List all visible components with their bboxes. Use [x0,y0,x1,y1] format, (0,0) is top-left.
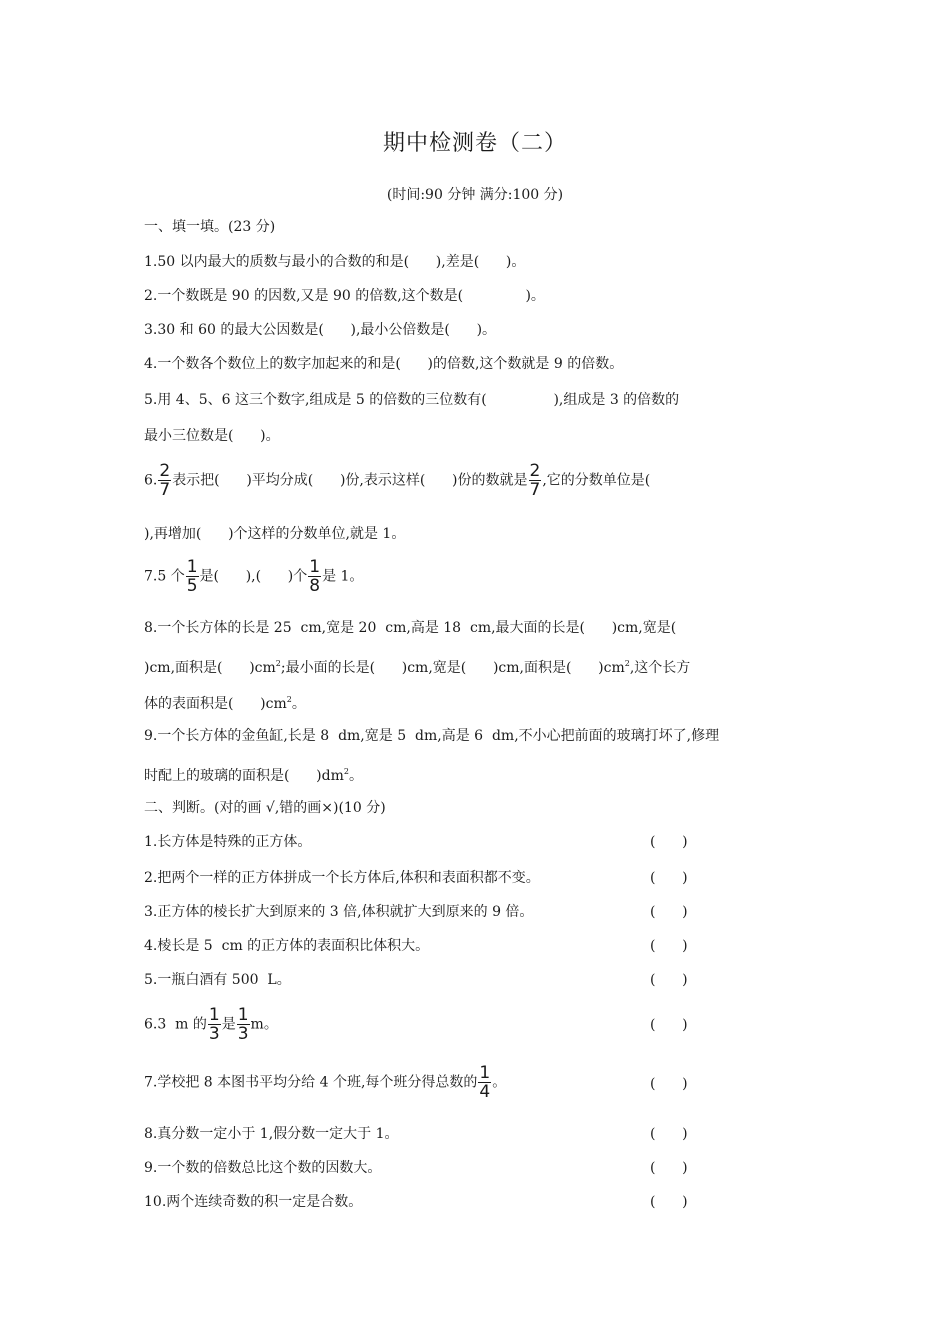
answer-parentheses: ( ) [650,1126,688,1142]
superscript-two: 2 [286,695,292,704]
answer-parentheses: ( ) [650,1160,688,1176]
q7-middle: 是( ),( )个 [199,568,308,585]
judge-q6-prefix: 6.3 m 的 [144,1016,207,1033]
answer-parentheses: ( ) [650,972,688,988]
q7-suffix: 是 1。 [322,568,364,585]
fill-question-6-line2: ),再增加( )个这样的分数单位,就是 1。 [144,526,406,542]
answer-parentheses: ( ) [650,1017,688,1033]
fill-question-2: 2.一个数既是 90 的因数,又是 90 的倍数,这个数是( )。 [144,288,545,304]
fill-question-6-line1 [144,462,650,499]
fill-question-3: 3.30 和 60 的最大公因数是( ),最小公倍数是( )。 [144,322,497,338]
section-heading-fill: 一、填一填。(23 分) [144,219,276,235]
answer-parentheses: ( ) [650,904,688,920]
fraction-denominator: 4 [479,1082,491,1102]
section-heading-judge: 二、判断。(对的画 √,错的画×)(10 分) [144,800,386,816]
judge-q7-prefix: 7.学校把 8 本图书平均分给 4 个班,每个班分得总数的 [144,1074,478,1091]
judge-question-9: 9.一个数的倍数总比这个数的因数大。 [144,1160,382,1176]
judge-q7-suffix: 。 [492,1074,507,1091]
fill-question-7 [144,558,363,595]
fraction-denominator: 3 [208,1024,220,1044]
q8-line3-part-a: 体的表面积是( )cm [144,696,287,712]
page-title: 期中检测卷（二） [382,131,567,156]
q9-line2-part-b: 。 [348,768,363,784]
answer-parentheses: ( ) [650,938,688,954]
judge-question-10: 10.两个连续奇数的积一定是合数。 [144,1194,363,1210]
judge-question-4: 4.棱长是 5 cm 的正方体的表面积比体积大。 [144,938,430,954]
fill-question-8-line2 [144,654,690,678]
fill-question-5-line2: 最小三位数是( )。 [144,428,280,444]
superscript-two: 2 [275,659,281,668]
q8-line2-part-c: ,这个长方 [629,660,691,676]
fraction [208,1006,221,1043]
answer-parentheses: ( ) [650,834,688,850]
fraction [478,1064,491,1101]
q8-line2-part-b: ;最小面的长是( )cm,宽是( )cm,面积是( )cm [280,660,625,676]
fill-question-4: 4.一个数各个数位上的数字加起来的和是( )的倍数,这个数就是 9 的倍数。 [144,356,624,372]
fraction-numerator: 1 [479,1063,491,1083]
q9-line2-part-a: 时配上的玻璃的面积是( )dm [144,768,344,784]
judge-question-7 [144,1064,506,1101]
fraction-numerator: 1 [237,1005,249,1025]
q6-middle: 表示把( )平均分成( )份,表示这样( )份的数就是 [172,472,528,489]
fraction-numerator: 1 [208,1005,220,1025]
fraction-denominator: 5 [186,576,198,596]
answer-parentheses: ( ) [650,1076,688,1092]
judge-question-8: 8.真分数一定小于 1,假分数一定大于 1。 [144,1126,399,1142]
fraction-numerator: 1 [186,557,198,577]
q6-suffix: ,它的分数单位是( [542,472,651,489]
superscript-two: 2 [343,767,349,776]
fill-question-8-line3 [144,690,306,714]
fraction-denominator: 7 [529,480,541,500]
fill-question-9-line1: 9.一个长方体的金鱼缸,长是 8 dm,宽是 5 dm,高是 6 dm,不小心把前面的玻璃打坏了,修理 [144,728,720,744]
fraction-denominator: 8 [309,576,321,596]
exam-info: (时间:90 分钟 满分:100 分) [386,187,564,203]
judge-question-1: 1.长方体是特殊的正方体。 [144,834,312,850]
judge-q6-middle: 是 [221,1016,236,1033]
answer-parentheses: ( ) [650,870,688,886]
fill-question-8-line1: 8.一个长方体的长是 25 cm,宽是 20 cm,高是 18 cm,最大面的长是( )cm,宽是( [144,620,677,636]
q6-prefix: 6. [144,472,158,489]
fraction-numerator: 1 [309,557,321,577]
fraction [158,462,171,499]
q8-line3-part-b: 。 [291,696,306,712]
fraction-numerator: 2 [529,461,541,481]
superscript-two: 2 [624,659,630,668]
judge-question-2: 2.把两个一样的正方体拼成一个长方体后,体积和表面积都不变。 [144,870,540,886]
fill-question-1: 1.50 以内最大的质数与最小的合数的和是( ),差是( )。 [144,254,526,270]
fill-question-5-line1: 5.用 4、5、6 这三个数字,组成是 5 的倍数的三位数有( ),组成是 3 的倍数的 [144,392,680,408]
fraction [308,558,321,595]
judge-q6-suffix: m。 [250,1016,278,1033]
q8-line2-part-a: )cm,面积是( )cm [144,660,276,676]
fraction [529,462,542,499]
answer-parentheses: ( ) [650,1194,688,1210]
fraction-denominator: 7 [159,480,171,500]
fraction [186,558,199,595]
fill-question-9-line2 [144,762,363,786]
fraction-denominator: 3 [237,1024,249,1044]
judge-question-3: 3.正方体的棱长扩大到原来的 3 倍,体积就扩大到原来的 9 倍。 [144,904,534,920]
q7-prefix: 7.5 个 [144,568,185,585]
judge-question-6 [144,1006,278,1043]
fraction [237,1006,250,1043]
fraction-numerator: 2 [159,461,171,481]
judge-question-5: 5.一瓶白酒有 500 L。 [144,972,291,988]
